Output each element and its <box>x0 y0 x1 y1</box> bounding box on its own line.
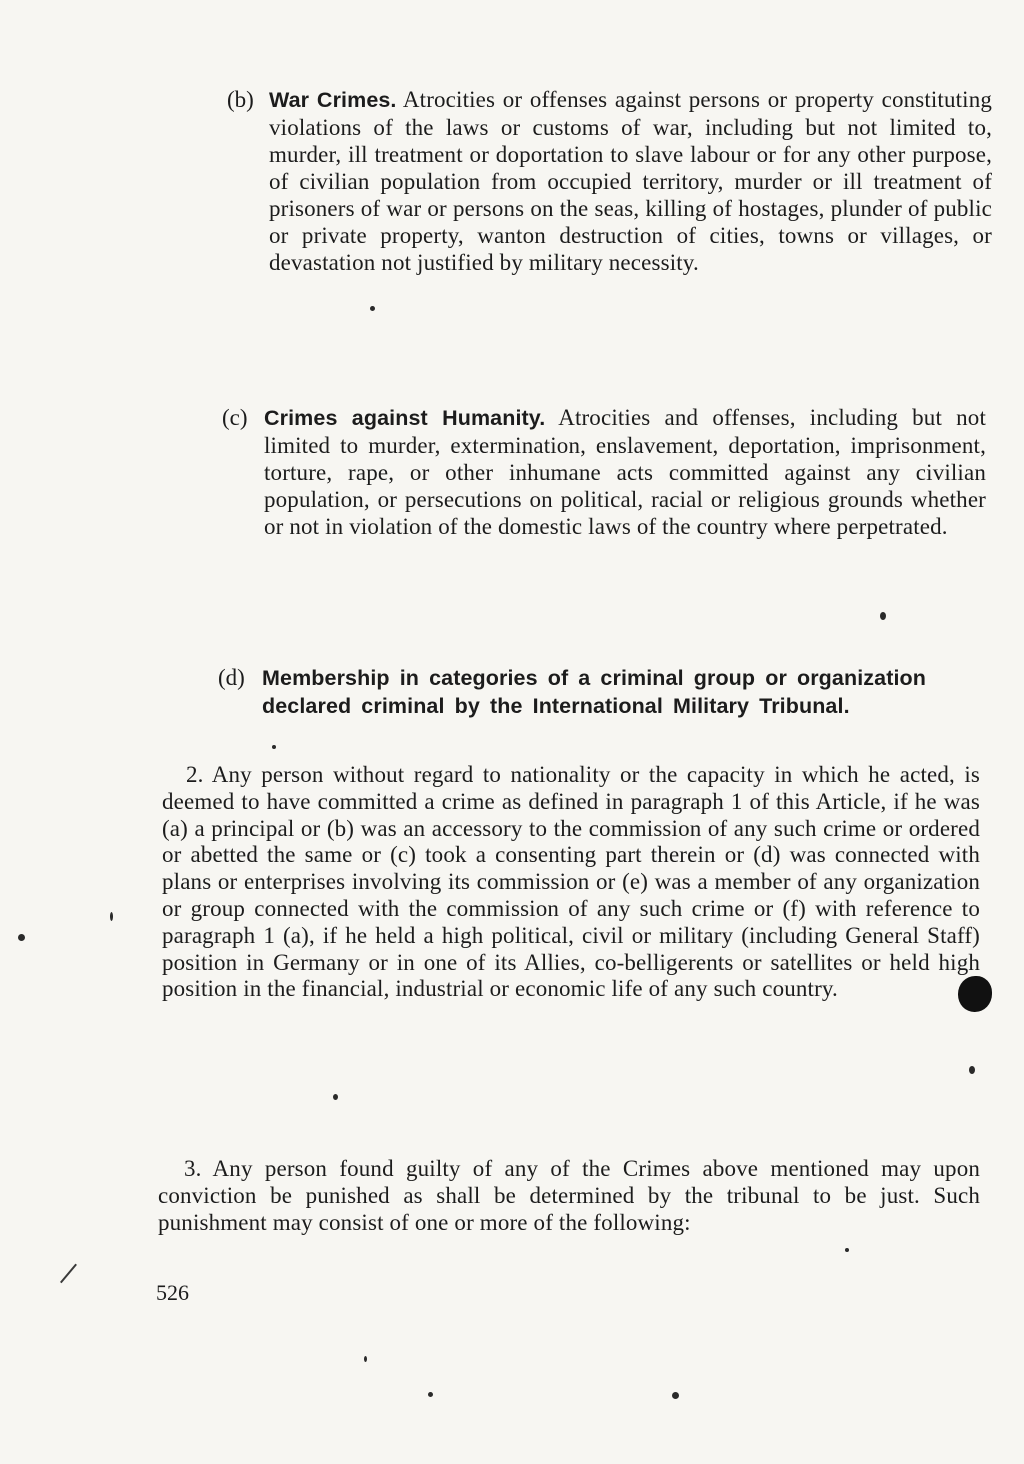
list-item-war-crimes <box>227 86 992 276</box>
paragraph-2 <box>162 762 980 1003</box>
list-item-membership <box>218 664 984 720</box>
item-heading: Crimes against Humanity. <box>264 406 546 430</box>
scan-speck <box>672 1392 679 1399</box>
item-heading: War Crimes. <box>269 88 397 112</box>
scan-speck <box>845 1248 849 1252</box>
list-item-crimes-against-humanity <box>222 404 986 540</box>
scan-mark <box>60 1264 77 1284</box>
item-heading: Membership in categories of a criminal group or organization declared criminal by the International Military Tribunal. <box>262 666 926 718</box>
item-body <box>269 86 992 276</box>
paragraph-number: 2. <box>186 762 204 787</box>
scan-speck <box>333 1094 338 1100</box>
item-text: Atrocities or offenses against persons or property constituting violations of the laws or customs of war, including but not limited to, murder, ill treatment or doportation to slave labour or for any other purpose, of civilian population from occupied territory, murder or ill treatment of prisoners of war or persons on the seas, killing of hostages, plunder of public or private property, wanton destruction of cities, towns or villages, or devastation not justified by military necessity. <box>269 87 993 275</box>
item-marker: (d) <box>218 665 245 690</box>
item-marker: (b) <box>227 87 254 112</box>
scan-speck <box>969 1066 975 1074</box>
item-text: Atrocities and offenses, including but not limited to murder, extermination, enslavement, deportation, imprisonment, torture, rape, or other inhumane acts committed against any civilian population, or persecutions on political, racial or religious grounds whether or not in violation of the domestic laws of the country where perpetrated. <box>264 405 986 539</box>
scan-speck <box>364 1356 367 1362</box>
item-body <box>264 404 986 540</box>
scan-speck <box>272 745 276 749</box>
scan-speck <box>428 1392 433 1397</box>
scan-speck <box>18 934 25 941</box>
scan-speck <box>370 306 375 311</box>
scan-speck <box>110 912 113 921</box>
paragraph-number: 3. <box>184 1156 202 1181</box>
item-body <box>262 664 984 720</box>
ink-blot <box>958 976 992 1012</box>
paragraph-text: Any person found guilty of any of the Crimes above mentioned may upon conviction be punished as shall be determined by the tribunal to be just. Such punishment may consist of one or more of the following: <box>158 1156 980 1235</box>
scan-speck <box>880 612 886 620</box>
paragraph-text: Any person without regard to nationality or the capacity in which he acted, is deemed to have committed a crime as defined in paragraph 1 of this Article, if he was (a) a principal or (b) was an accessory to the commission of any such crime or ordered or abetted the same or (c) took a consenting part therein or (d) was connected with plans or enterprises involving its commission or (e) was a member of any organization or group connected with the commission of any such crime or (f) with reference to paragraph 1 (a), if he held a high political, civil or military (including General Staff) position in Germany or in one of its Allies, co-belligerents or satellites or held high position in the financial, industrial or economic life of any such country. <box>162 762 981 1002</box>
item-marker: (c) <box>222 405 248 430</box>
page-number: 526 <box>156 1280 189 1305</box>
paragraph-3 <box>158 1156 980 1236</box>
